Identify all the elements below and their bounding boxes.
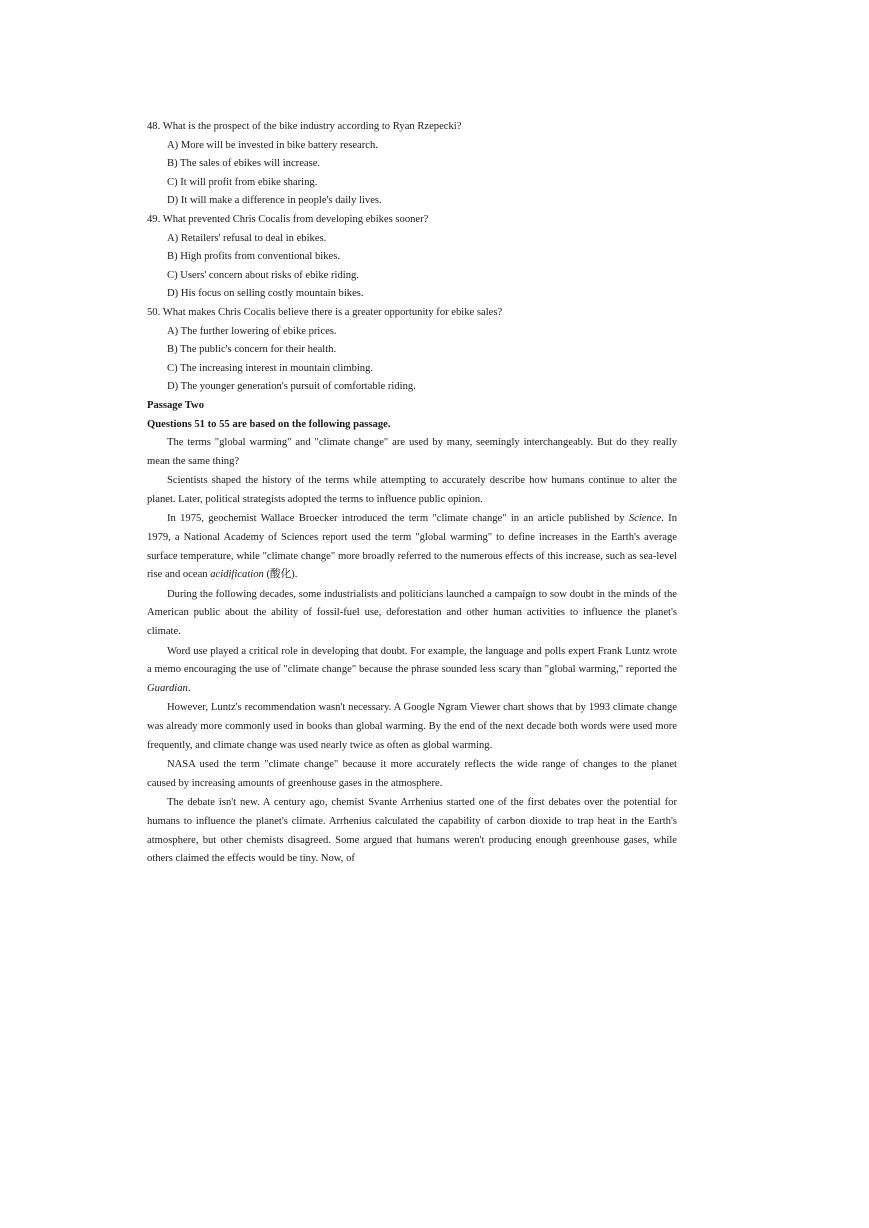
- document-content: [147, 118, 677, 869]
- passage-paragraph-3: [147, 510, 677, 584]
- option-b: B) High profits from conventional bikes.: [167, 251, 341, 263]
- passage-instruction: Questions 51 to 55 are based on the following passage.: [147, 418, 391, 430]
- option-a: A) Retailers' refusal to deal in ebikes.: [167, 232, 327, 244]
- paragraph-text: Word use played a critical role in developing that doubt. For example, the language and polls expert Frank Luntz wrote a memo encouraging the use of "climate change" because the phrase sounded less scary than "global warming," reported the: [147, 645, 677, 676]
- passage-paragraph-4: During the following decades, some industrialists and politicians launched a campaign to sow doubt in the minds of the American public about the ability of fossil-fuel use, deforestation and other human activities to influence the planet's climate.: [147, 588, 677, 638]
- option-c: C) Users' concern about risks of ebike riding.: [167, 269, 359, 281]
- option-a: A) The further lowering of ebike prices.: [167, 325, 337, 337]
- option-b: B) The public's concern for their health.: [167, 344, 337, 356]
- paragraph-text: .: [187, 682, 191, 694]
- passage-paragraph-1: The terms "global warming" and "climate change" are used by many, seemingly interchangeably. But do they really mean the same thing?: [147, 437, 677, 467]
- question-stem: 48. What is the prospect of the bike industry according to Ryan Rzepecki?: [147, 121, 462, 132]
- question-50: [147, 304, 677, 397]
- option-a: A) More will be invested in bike battery research.: [167, 139, 378, 151]
- passage-paragraph-8: The debate isn't new. A century ago, chemist Svante Arrhenius started one of the first debates over the potential for humans to influence the planet's climate. Arrhenius calculated the capability of carbon dioxide to trap heat in the Earth's atmosphere, but other chemists disagreed. Some argued that humans weren't producing enough greenhouse gases, while others claimed the effects would be tiny. Now, of: [147, 797, 677, 865]
- passage-paragraph-7: NASA used the term "climate change" because it more accurately reflects the wide range of changes to the planet caused by increasing amounts of greenhouse gases in the atmosphere.: [147, 759, 677, 789]
- question-48: [147, 118, 677, 211]
- publication-name: Science: [628, 513, 662, 525]
- passage-title: Passage Two: [147, 399, 204, 411]
- question-stem: 50. What makes Chris Cocalis believe there is a greater opportunity for ebike sales?: [147, 306, 503, 318]
- question-49: [147, 211, 677, 304]
- option-d: D) His focus on selling costly mountain bikes.: [167, 288, 364, 300]
- passage-paragraph-6: However, Luntz's recommendation wasn't necessary. A Google Ngram Viewer chart shows that by 1993 climate change was already more commonly used in books than global warming. By the end of the next decade both words were used more frequently, and climate change was used nearly twice as often as global warming.: [147, 702, 677, 751]
- publication-name: Guardian: [147, 682, 188, 694]
- option-d: D) The younger generation's pursuit of comfortable riding.: [167, 381, 416, 393]
- passage-paragraph-5: [147, 643, 677, 699]
- paragraph-text: . In 1979, a National Academy of Sciences report used the term "global warming" to define increases in the Earth's average surface temperature, while "climate change" more broadly referred to the numerous effects of this increase, such as sea-level rise and ocean: [147, 513, 677, 581]
- option-d: D) It will make a difference in people's daily lives.: [167, 195, 382, 207]
- glossary-term: acidification: [210, 569, 264, 581]
- paragraph-text: (酸化).: [263, 569, 298, 581]
- passage-paragraph-2: Scientists shaped the history of the terms while attempting to accurately describe how humans continue to alter the planet. Later, political strategists adopted the terms to influence public opinion.: [147, 475, 677, 505]
- option-c: C) The increasing interest in mountain climbing.: [167, 362, 374, 374]
- option-b: B) The sales of ebikes will increase.: [167, 158, 321, 170]
- paragraph-text: In 1975, geochemist Wallace Broecker introduced the term "climate change" in an article published by: [167, 513, 629, 525]
- question-stem: 49. What prevented Chris Cocalis from developing ebikes sooner?: [147, 213, 429, 225]
- option-c: C) It will profit from ebike sharing.: [167, 176, 318, 188]
